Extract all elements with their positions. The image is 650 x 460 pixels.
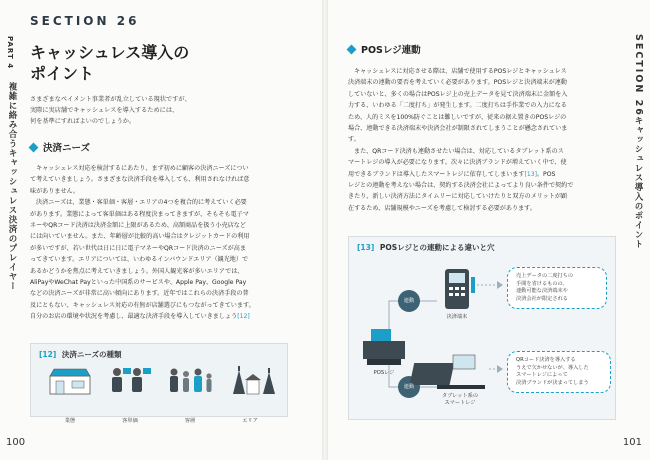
figure-pos-integration (348, 236, 616, 420)
business-type-group (45, 366, 95, 424)
body-text (30, 163, 298, 323)
callout-tablet-register (507, 351, 611, 393)
body-line: ネーやQRコード決済は決済金額に上限があるため、高額商品を扱う小売店など (30, 222, 246, 230)
body-line: 自分のお店の環境や状況を考慮し、最適な決済手段を導入していきましょう[12] (30, 313, 250, 321)
tablet-register-icon (410, 355, 485, 389)
subheading (348, 42, 421, 56)
callout-line: スマートレジによって (516, 372, 568, 378)
page-title (30, 42, 189, 84)
body-line: 用できるブランドは導入したスマートレジに依存してしまいます[13]。POS (348, 170, 556, 178)
customer-demographic-group (165, 366, 215, 424)
body-line: て考えていきましょう。さまざまな決済手段を導入しても、利用されなければ意 (30, 176, 250, 184)
lead-line: 何を基準にすればよいのでしょうか。 (30, 118, 136, 125)
body-line: レジとの連動を考えない場合は、契約する決済会社によってより良い条件で契約で (348, 182, 574, 190)
figure-number: [12] (39, 350, 57, 359)
body-line: には向いていません。また、年齢層が比較的高い場合はクレジットカードの利用 (30, 233, 250, 241)
payment-terminal-icon (445, 269, 475, 309)
body-line: ため、人的ミスを100%防ぐことは難しいですが、従来の据え置きのPOSレジの (348, 113, 567, 121)
figure-caption: 客単価 (122, 418, 138, 424)
figure-title-text: 決済ニーズの種類 (61, 350, 122, 359)
link-label-top: 連動 (403, 298, 415, 304)
lead-text (30, 94, 280, 127)
body-line: キャッシュレスに対応させる際は、店舗で使用するPOSレジとキャッシュレス (354, 68, 567, 75)
figure-number: [13] (357, 243, 375, 252)
body-line: などの決済ニーズが非常に高い傾向にあります。近年ではこれらの決済手段の普 (30, 290, 249, 298)
callout-line: 売上データの二度打ちの (516, 273, 574, 279)
body-line: していないと、多くの場合はPOSレジ上の売上データを見て決済端末に金額を入 (348, 90, 568, 98)
vertical-section-label: SECTION 26 (633, 34, 644, 117)
landmark-buildings-icon (225, 366, 277, 396)
body-line: があります。業態によって客単価はある程度決まってきますが、そもそも電子マ (30, 210, 249, 218)
callout-line: 決済ブランドが決まってしまう (516, 379, 589, 386)
subheading (30, 140, 90, 154)
link-label-bottom: 連動 (403, 384, 415, 390)
figure-title-text: POSレジとの連動による違いと穴 (379, 243, 495, 252)
body-line: ってきています。エリアについては、いわゆるインバウンドエリア（観光地）で (30, 256, 249, 264)
body-line: 味がありません。 (30, 187, 80, 195)
callout-line: QRコード決済を導入する (516, 357, 576, 363)
body-line: 及にともない、キャッシュレス対応の有無が店舗選びにもつながってきています。 (30, 301, 255, 309)
area-group (225, 366, 275, 424)
figure-title (39, 349, 122, 360)
pos-label: POSレジ (373, 370, 395, 376)
lead-line: 実際に実店舗でキャッシュレスを導入するためには、 (30, 107, 179, 114)
body-line: AliPayやWeChat Payといった中国系のサービスや、Apple Pay、Google Pay (30, 279, 247, 287)
callout-standalone-terminal (507, 267, 607, 309)
figure-caption: 客層 (184, 418, 196, 424)
page-number: 101 (622, 437, 642, 448)
diamond-bullet-icon (29, 142, 39, 152)
spend-per-customer-group (105, 366, 155, 424)
body-line: 決済ニーズは、業態・客単価・客層・エリアの4つを複合的に考えていく必要 (36, 199, 247, 207)
section-label: SECTION 26 (30, 14, 140, 28)
body-line: 在するため、店舗規模やニーズを考慮して検討する必要があります。 (348, 204, 536, 212)
body-line: が多いですが、若い世代は日に日に電子マネーやQRコード決済のニーズが高ま (30, 244, 246, 252)
lead-line: さまざまなペイメント事業者が乱立している現状ですが、 (30, 96, 191, 103)
title-line: ポイント (30, 64, 95, 83)
page-number: 100 (6, 437, 26, 448)
body-line: また、QRコード決済も連動させたい場合は、対応しているタブレット系のス (354, 147, 564, 155)
body-line: キャッシュレス対応を検討するにあたり、まず初めに顧客の決済ニーズについ (36, 165, 249, 172)
family-people-icon (166, 366, 214, 396)
title-line: キャッシュレス導入の (30, 43, 190, 62)
vertical-part-label: PART 4 (6, 36, 14, 70)
vertical-part-title: 複雑に絡み合うキャッシュレス決済のプレイヤー (7, 82, 17, 291)
body-line: 場合、連動できる決済端末や決済会社が制限されてしまうことが懸念されていま (348, 125, 568, 133)
figure-reference[interactable]: [13] (524, 170, 537, 178)
callout-line: うえで欠かせないが、導入した (516, 364, 589, 371)
figure-reference[interactable]: [12] (237, 313, 250, 321)
body-text (348, 66, 616, 214)
body-line: マートレジの導入が必要になります。次々に決済ブランドが増えていく中で、使 (348, 159, 567, 167)
callout-line: 決済会社が限定される (516, 295, 568, 302)
storefront-icon (48, 366, 92, 396)
left-page (0, 0, 322, 460)
figure-caption: エリア (242, 418, 258, 424)
pos-register-icon (363, 329, 405, 365)
body-line: 力する、いわゆる「二度打ち」が発生します。二度打ちは手作業での入力になる (348, 102, 567, 110)
subheading-text: POSレジ連動 (361, 45, 421, 56)
body-line: す。 (348, 136, 360, 144)
figure-caption: 業態 (64, 418, 76, 424)
figure-payment-needs (30, 343, 288, 424)
vertical-section-title: キャッシュレス導入のポイント (633, 116, 643, 249)
price-tag-people-icon (107, 366, 153, 396)
callout-line: 手間を省けるものの、 (516, 280, 568, 287)
callout-line: 連動可能な決済端末や (516, 288, 568, 294)
terminal-label: 決済端末 (446, 314, 468, 320)
body-line: きたり、新しい決済方法にタイムリーに対応していけたりと双方のメリットが顕 (348, 193, 568, 201)
tablet-label: タブレット系の スマートレジ (441, 393, 479, 406)
body-line: あるかどうかを焦点に考えていきましょう。外国人観光客が多いエリアでは、 (30, 267, 244, 275)
subheading-text: 決済ニーズ (43, 143, 91, 154)
diamond-bullet-icon (347, 44, 357, 54)
body-line: 決済端末の連動の要否を考えていく必要があります。POSレジと決済端末が連動 (348, 79, 567, 87)
